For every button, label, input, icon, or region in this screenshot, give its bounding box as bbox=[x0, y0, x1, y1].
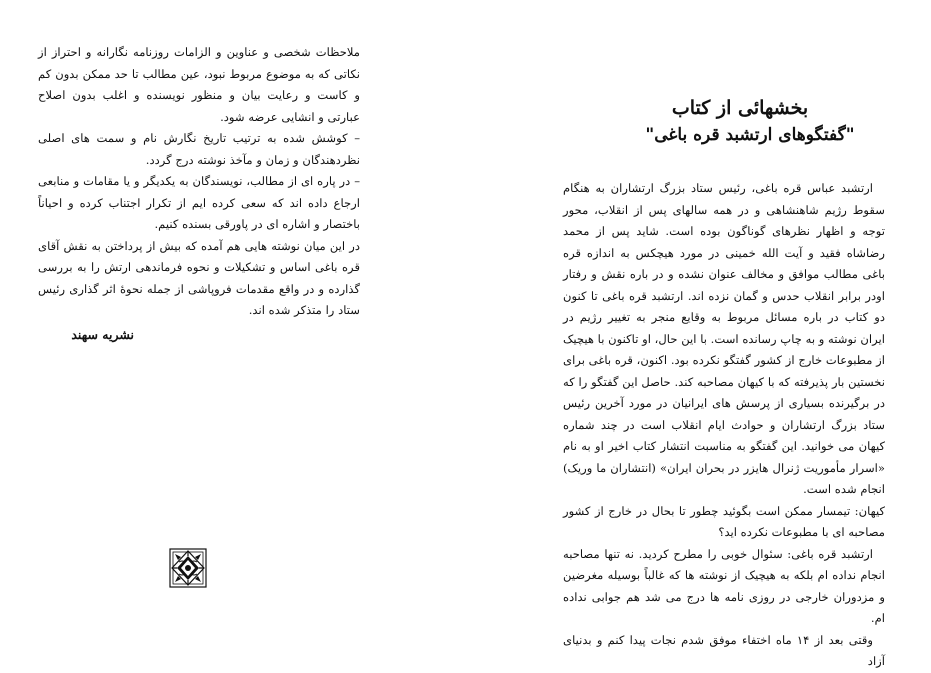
page-title: بخشهائی از کتاب bbox=[671, 97, 809, 119]
ornamental-emblem-icon bbox=[169, 548, 207, 588]
left-paragraph-1: ملاحظات شخصی و عناوین و الزامات روزنامه نگارانه و احتراز از نکاتی که به موضوع مربوط نبود، عین مطالب تا حد ممکن بدون کم و کاست و رعایت بیان و منظور نویسنده و اغلب بدون اصلاح عبارتی و انشایی عرضه شود. bbox=[38, 45, 360, 124]
right-paragraph-3: ارتشبد قره باغی: سئوال خوبی را مطرح کردید. نه تنها مصاحبه انجام نداده ام بلکه به هیچیک از نوشته ها که غالباً بوسیله مغرضین و مزدوران خارجی در روزی نامه ها درج می شد هم جوابی نداده ام. bbox=[563, 546, 885, 625]
right-paragraph-2: کیهان: تیمسار ممکن است بگوئید چطور تا بحال در خارج از کشور مصاحبه ای با مطبوعات نکرده اید؟ bbox=[563, 503, 885, 539]
left-paragraph-3: – در پاره ای از مطالب، نویسندگان به یکدیگر و یا مقامات و منابعی ارجاع داده اند که سعی کرده ایم از تکرار اجتناب کرده و احیاناً باختصار و اشاره ای در پاورقی بسنده کنیم. bbox=[38, 174, 360, 231]
left-paragraph-4: در این میان نوشته هایی هم آمده که بیش از پرداختن به نقش آقای قره باغی اساس و تشکیلات و نحوه فرماندهی ارتش را به بررسی گذارده و در واقع مقدمات فروپاشی از جمله نحوهٔ اثر گذاری رئیس ستاد را متذکر شده اند. bbox=[38, 238, 360, 317]
right-paragraph-4: وقتی بعد از ۱۴ ماه اختفاء موفق شدم نجات پیدا کنم و بدنیای آزاد bbox=[563, 632, 885, 668]
right-page-text bbox=[563, 178, 885, 673]
left-paragraph-2: – کوشش شده به ترتیب تاریخ نگارش نام و سمت های اصلی نظردهندگان و زمان و مآخذ نوشته درج گردد. bbox=[38, 131, 360, 167]
left-page-text bbox=[38, 42, 360, 322]
left-page bbox=[0, 0, 465, 611]
article-heading bbox=[605, 94, 875, 148]
right-page bbox=[465, 0, 931, 668]
page-subtitle: "گفتگوهای ارتشبد قره باغی" bbox=[645, 125, 855, 145]
publisher-signature: نشریه سهند bbox=[71, 327, 134, 342]
right-paragraph-1: ارتشبد عباس قره باغی، رئیس ستاد بزرگ ارتشاران به هنگام سقوط رژیم شاهنشاهی و در همه سالهای پس از انقلاب، محور توجه و اظهار نظرهای گوناگون بوده است. شاید پس از محمد رضاشاه فقید و آیت الله خمینی در مورد هیچکس به اندازه قره باغی مطالب موافق و مخالف عنوان نشده و در باره نقش و رفتار اودر برابر انقلاب حدس و گمان نزده اند. ارتشبد قره باغی تا کنون دو کتاب در باره مسائل مربوط به وقایع منجر به تغییر رژیم در ایران نوشته و به چاپ رسانده است. با این حال، او تاکنون با هیچیک از مطبوعات خارج از کشور گفتگو نکرده بود. اکنون، قره باغی برای نخستین بار پذیرفته که با کیهان مصاحبه کند. حاصل این گفتگو را که در برگیرنده بسیاری از پرسش های ایرانیان در مورد آخرین رئیس ستاد بزرگ ارتشاران و حوادث ایام انقلاب است در چند شماره کیهان می خوانید. این گفتگو به مناسبت انتشار کتاب اخیر او به نام «اسرار مأموریت ژنرال هایزر در بحران ایران» (انتشاران ما وریک) انجام شده است. bbox=[563, 181, 885, 496]
